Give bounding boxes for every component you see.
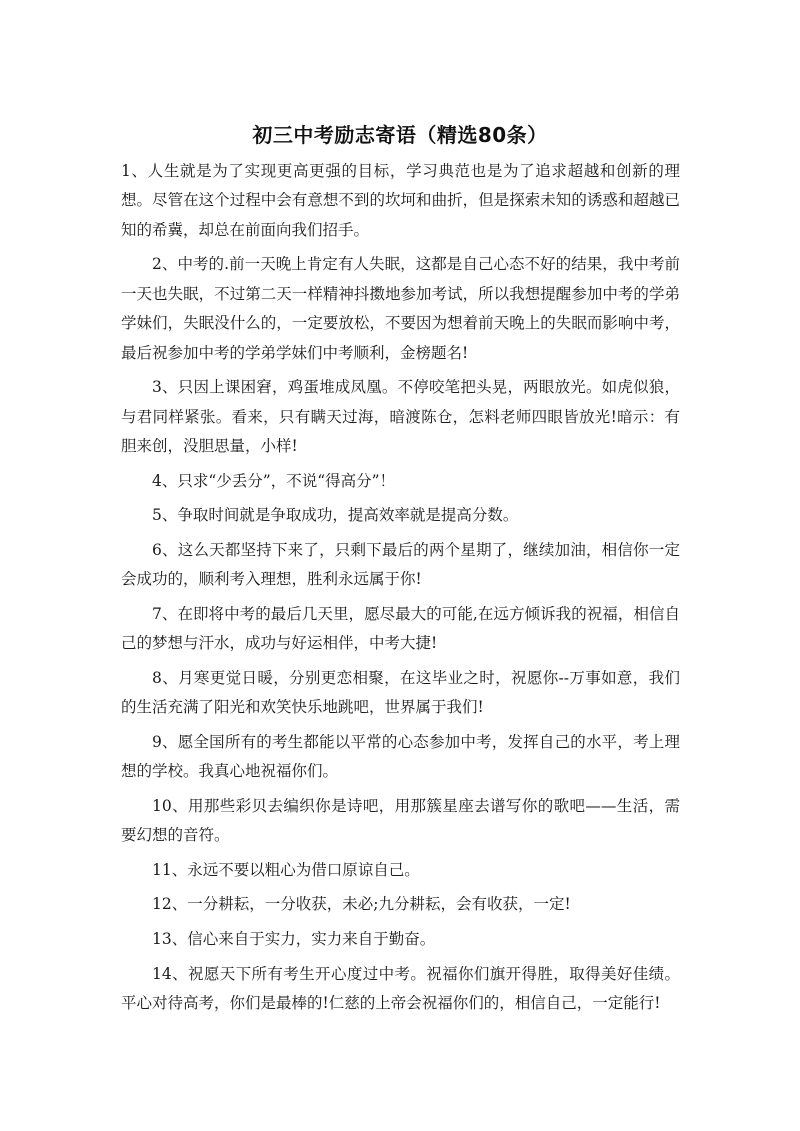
paragraph-14: 14、祝愿天下所有考生开心度过中考。祝福你们旗开得胜，取得美好佳绩。平心对待高考，你们是最棒的!仁慈的上帝会祝福你们的，相信自己，一定能行!	[121, 964, 680, 1012]
paragraph-5: 5、争取时间就是争取成功，提高效率就是提高分数。	[152, 506, 519, 525]
paragraph-12: 12、一分耕耘，一分收获，未必;九分耕耘，会有收获，一定!	[152, 895, 571, 914]
paragraph-7: 7、在即将中考的最后几天里，愿尽最大的可能,在远方倾诉我的祝福，相信自己的梦想与汗水，成功与好运相伴，中考大捷!	[121, 604, 680, 653]
paragraph-9: 9、愿全国所有的考生都能以平常的心态参加中考，发挥自己的水平，考上理想的学校。我真心地祝福你们。	[121, 732, 680, 781]
document-body	[121, 157, 680, 1024]
paragraph-10: 10、用那些彩贝去编织你是诗吧，用那簇星座去谱写你的歌吧——生活，需要幻想的音符。	[121, 796, 680, 845]
paragraph-4: 4、只求“少丢分”，不说“得高分”！	[152, 471, 396, 490]
document-title: 初三中考励志寄语（精选80条）	[252, 123, 548, 147]
paragraph-8: 8、月寒更觉日暖，分别更恋相聚，在这毕业之时，祝愿你--万事如意，我们的生活充满了阳光和欢笑快乐地跳吧，世界属于我们!	[121, 668, 680, 717]
paragraph-6: 6、这么天都坚持下来了，只剩下最后的两个星期了，继续加油，相信你一定会成功的，顺利考入理想，胜利永远属于你!	[121, 540, 680, 589]
paragraph-11: 11、永远不要以粗心为借口原谅自己。	[152, 860, 420, 879]
paragraph-2: 2、中考的.前一天晚上肯定有人失眠，这都是自己心态不好的结果，我中考前一天也失眠，不过第二天一样精神抖擞地参加考试，所以我想提醒参加中考的学弟学妹们，失眠没什么的，一定要放松，不要因为想着前天晚上的失眠而影响中考，最后祝参加中考的学弟学妹们中考顺利，金榜题名!	[121, 255, 680, 362]
paragraph-3: 3、只因上课困窘，鸡蛋堆成凤凰。不停咬笔把头晃，两眼放光。如虎似狼，与君同样紧张。看来，只有瞒天过海，暗渡陈仓，怎料老师四眼皆放光!暗示：有胆来创，没胆思量，小样!	[121, 378, 680, 456]
paragraph-13: 13、信心来自于实力，实力来自于勤奋。	[152, 930, 436, 948]
paragraph-1: 1、人生就是为了实现更高更强的目标，学习典范也是为了追求超越和创新的理想。尽管在这个过程中会有意想不到的坎坷和曲折，但是探索未知的诱惑和超越已知的希冀，却总在前面向我们招手。	[121, 162, 680, 239]
